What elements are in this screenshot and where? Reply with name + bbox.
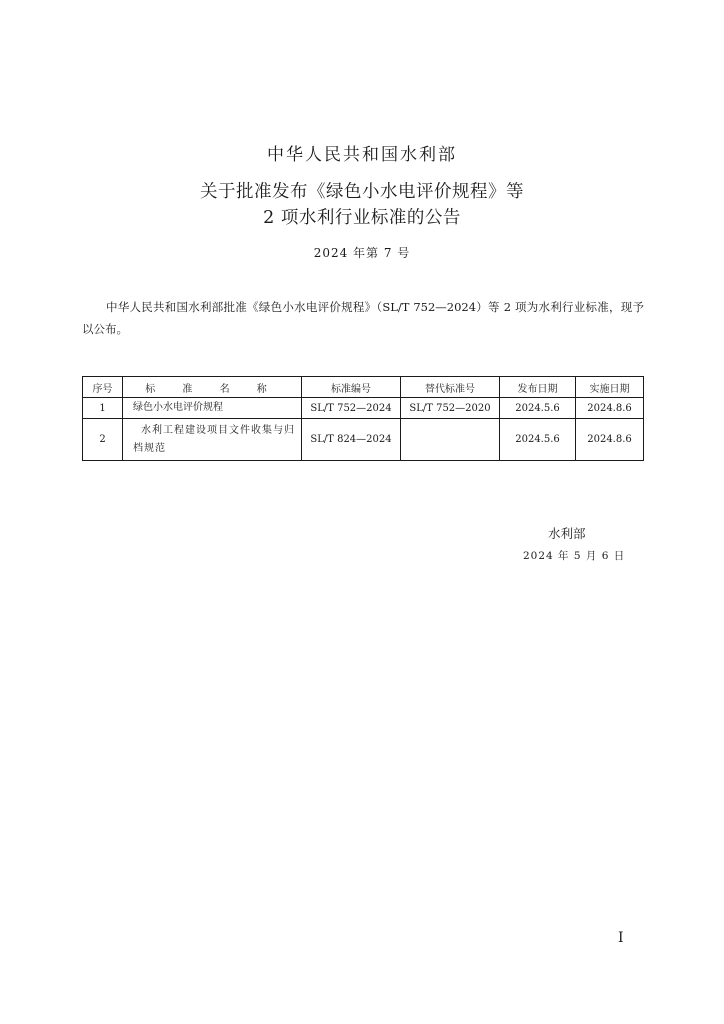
cell-effective-date: 2024.8.6 <box>576 419 644 461</box>
cell-replaced-standard: SL/T 752—2020 <box>401 398 500 419</box>
header-seq: 序号 <box>83 377 123 398</box>
cell-standard-name-text: 水利工程建设项目文件收集与归档规范 <box>133 424 295 454</box>
header-standard-code: 标准编号 <box>302 377 401 398</box>
header-publish-date: 发布日期 <box>500 377 576 398</box>
cell-standard-code: SL/T 752—2024 <box>302 398 401 419</box>
cell-seq: 1 <box>83 398 123 419</box>
cell-standard-name: 绿色小水电评价规程 <box>123 398 302 419</box>
page-number: I <box>618 930 624 946</box>
announcement-title-line-1: 关于批准发布《绿色小水电评价规程》等 <box>200 182 524 202</box>
standards-table <box>82 376 644 461</box>
announcement-title-line-2: 2 项水利行业标准的公告 <box>263 208 461 228</box>
cell-publish-date: 2024.5.6 <box>500 419 576 461</box>
header-standard-name: 标 准 名 称 <box>123 377 302 398</box>
announcement-paragraph: 中华人民共和国水利部批准《绿色小水电评价规程》（SL/T 752—2024）等 2 项为水利行业标准，现予以公布。 <box>82 300 644 336</box>
cell-publish-date: 2024.5.6 <box>500 398 576 419</box>
cell-effective-date: 2024.8.6 <box>576 398 644 419</box>
signature-date: 2024 年 5 月 6 日 <box>523 550 626 562</box>
table-header-row <box>83 377 644 398</box>
header-replaced-standard: 替代标准号 <box>401 377 500 398</box>
cell-standard-code: SL/T 824—2024 <box>302 419 401 461</box>
document-number: 2024 年第 7 号 <box>313 246 411 260</box>
table-row <box>83 419 644 461</box>
issuing-ministry: 中华人民共和国水利部 <box>267 145 457 165</box>
header-effective-date: 实施日期 <box>576 377 644 398</box>
signature-organization: 水利部 <box>548 526 586 541</box>
cell-seq: 2 <box>83 419 123 461</box>
cell-replaced-standard <box>401 419 500 461</box>
table-row <box>83 398 644 419</box>
cell-standard-name <box>123 419 302 461</box>
